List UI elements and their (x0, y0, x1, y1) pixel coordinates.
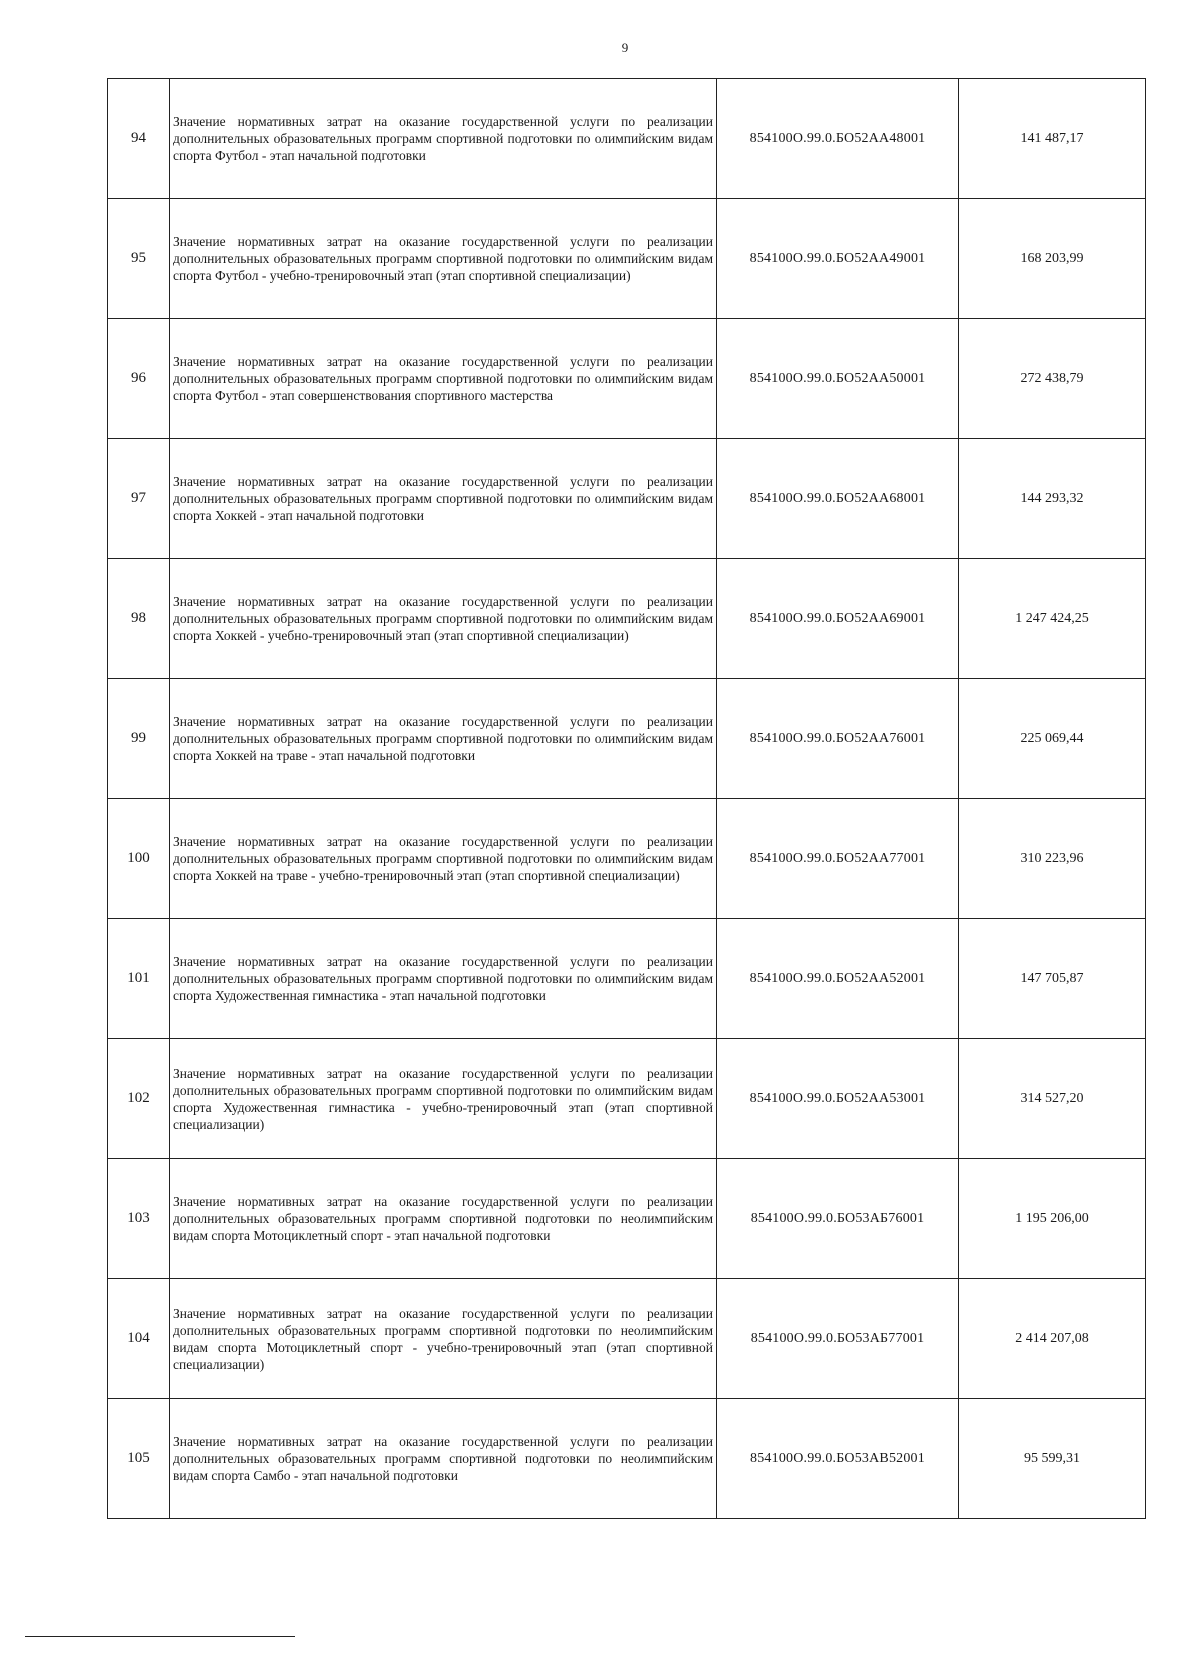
table-row (108, 919, 1146, 1039)
cost-value: 95 599,31 (959, 1399, 1146, 1519)
service-description: Значение нормативных затрат на оказание государственной услуги по реализации дополнительных образовательных программ спортивной подготовки по неолимпийским видам спорта Мотоциклетный спорт - учебно-тренировочный этап (этап спортивной специализации) (170, 1279, 717, 1399)
service-description: Значение нормативных затрат на оказание государственной услуги по реализации дополнительных образовательных программ спортивной подготовки по олимпийским видам спорта Хоккей - этап начальной подготовки (170, 439, 717, 559)
registry-code: 854100О.99.0.БО53АВ52001 (717, 1399, 959, 1519)
table-row (108, 1159, 1146, 1279)
service-description: Значение нормативных затрат на оказание государственной услуги по реализации дополнительных образовательных программ спортивной подготовки по олимпийским видам спорта Футбол - учебно-тренировочный этап (этап спортивной специализации) (170, 199, 717, 319)
cost-value: 1 247 424,25 (959, 559, 1146, 679)
row-number: 103 (108, 1159, 170, 1279)
service-description: Значение нормативных затрат на оказание государственной услуги по реализации дополнительных образовательных программ спортивной подготовки по неолимпийским видам спорта Самбо - этап начальной подготовки (170, 1399, 717, 1519)
row-number: 98 (108, 559, 170, 679)
table-row (108, 199, 1146, 319)
registry-code: 854100О.99.0.БО53АБ76001 (717, 1159, 959, 1279)
row-number: 94 (108, 79, 170, 199)
row-number: 101 (108, 919, 170, 1039)
cost-value: 272 438,79 (959, 319, 1146, 439)
registry-code: 854100О.99.0.БО52АА48001 (717, 79, 959, 199)
service-description: Значение нормативных затрат на оказание государственной услуги по реализации дополнительных образовательных программ спортивной подготовки по олимпийским видам спорта Хоккей на траве - учебно-тренировочный этап (этап спортивной специализации) (170, 799, 717, 919)
table-row (108, 319, 1146, 439)
page-number: 9 (621, 40, 629, 55)
service-description: Значение нормативных затрат на оказание государственной услуги по реализации дополнительных образовательных программ спортивной подготовки по олимпийским видам спорта Художественная гимнастика - этап начальной подготовки (170, 919, 717, 1039)
row-number: 99 (108, 679, 170, 799)
cost-value: 141 487,17 (959, 79, 1146, 199)
registry-code: 854100О.99.0.БО53АБ77001 (717, 1279, 959, 1399)
normative-costs-table (107, 78, 1146, 1519)
cost-value: 168 203,99 (959, 199, 1146, 319)
cost-value: 225 069,44 (959, 679, 1146, 799)
registry-code: 854100О.99.0.БО52АА76001 (717, 679, 959, 799)
cost-value: 144 293,32 (959, 439, 1146, 559)
table-row (108, 679, 1146, 799)
row-number: 102 (108, 1039, 170, 1159)
service-description: Значение нормативных затрат на оказание государственной услуги по реализации дополнительных образовательных программ спортивной подготовки по олимпийским видам спорта Футбол - этап начальной подготовки (170, 79, 717, 199)
table-row (108, 1279, 1146, 1399)
table-row (108, 439, 1146, 559)
registry-code: 854100О.99.0.БО52АА53001 (717, 1039, 959, 1159)
row-number: 96 (108, 319, 170, 439)
row-number: 95 (108, 199, 170, 319)
registry-code: 854100О.99.0.БО52АА49001 (717, 199, 959, 319)
row-number: 97 (108, 439, 170, 559)
cost-value: 147 705,87 (959, 919, 1146, 1039)
service-description: Значение нормативных затрат на оказание государственной услуги по реализации дополнительных образовательных программ спортивной подготовки по олимпийским видам спорта Хоккей на траве - этап начальной подготовки (170, 679, 717, 799)
row-number: 105 (108, 1399, 170, 1519)
registry-code: 854100О.99.0.БО52АА77001 (717, 799, 959, 919)
registry-code: 854100О.99.0.БО52АА68001 (717, 439, 959, 559)
table-row (108, 559, 1146, 679)
registry-code: 854100О.99.0.БО52АА69001 (717, 559, 959, 679)
service-description: Значение нормативных затрат на оказание государственной услуги по реализации дополнительных образовательных программ спортивной подготовки по неолимпийским видам спорта Мотоциклетный спорт - этап начальной подготовки (170, 1159, 717, 1279)
cost-value: 314 527,20 (959, 1039, 1146, 1159)
table-row (108, 1399, 1146, 1519)
table-row (108, 799, 1146, 919)
service-description: Значение нормативных затрат на оказание государственной услуги по реализации дополнительных образовательных программ спортивной подготовки по олимпийским видам спорта Художественная гимнастика - учебно-тренировочный этап (этап спортивной специализации) (170, 1039, 717, 1159)
cost-value: 310 223,96 (959, 799, 1146, 919)
cost-value: 1 195 206,00 (959, 1159, 1146, 1279)
service-description: Значение нормативных затрат на оказание государственной услуги по реализации дополнительных образовательных программ спортивной подготовки по олимпийским видам спорта Футбол - этап совершенствования спортивного мастерства (170, 319, 717, 439)
service-description: Значение нормативных затрат на оказание государственной услуги по реализации дополнительных образовательных программ спортивной подготовки по олимпийским видам спорта Хоккей - учебно-тренировочный этап (этап спортивной специализации) (170, 559, 717, 679)
registry-code: 854100О.99.0.БО52АА52001 (717, 919, 959, 1039)
table-row (108, 79, 1146, 199)
registry-code: 854100О.99.0.БО52АА50001 (717, 319, 959, 439)
table-row (108, 1039, 1146, 1159)
row-number: 104 (108, 1279, 170, 1399)
row-number: 100 (108, 799, 170, 919)
cost-value: 2 414 207,08 (959, 1279, 1146, 1399)
footnote-separator (25, 1636, 295, 1637)
